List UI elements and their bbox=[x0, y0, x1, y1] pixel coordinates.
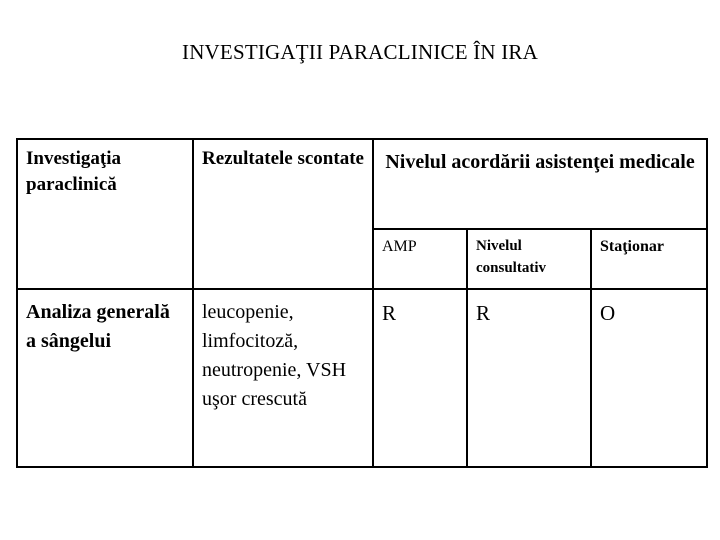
subheader-consultativ: Nivelul consultativ bbox=[467, 229, 591, 289]
header-rezultate: Rezultatele scontate bbox=[193, 139, 373, 289]
cell-consultativ: R bbox=[467, 289, 591, 467]
page-title: INVESTIGAŢII PARACLINICE ÎN IRA bbox=[182, 40, 538, 64]
header-nivel-asistenta: Nivelul acordării asistenţei medicale bbox=[373, 139, 707, 229]
investigations-table bbox=[16, 138, 708, 468]
subheader-stationar: Staţionar bbox=[591, 229, 707, 289]
cell-investigatie: Analiza generală a sângelui bbox=[17, 289, 193, 467]
subheader-amp: AMP bbox=[373, 229, 467, 289]
header-investigatie: Investigaţia paraclinică bbox=[17, 139, 193, 289]
cell-amp: R bbox=[373, 289, 467, 467]
cell-stationar: O bbox=[591, 289, 707, 467]
cell-rezultate: leucopenie, limfocitoză, neutropenie, VSH uşor crescută bbox=[193, 289, 373, 467]
table-row bbox=[17, 289, 707, 467]
table-header-row bbox=[17, 139, 707, 229]
